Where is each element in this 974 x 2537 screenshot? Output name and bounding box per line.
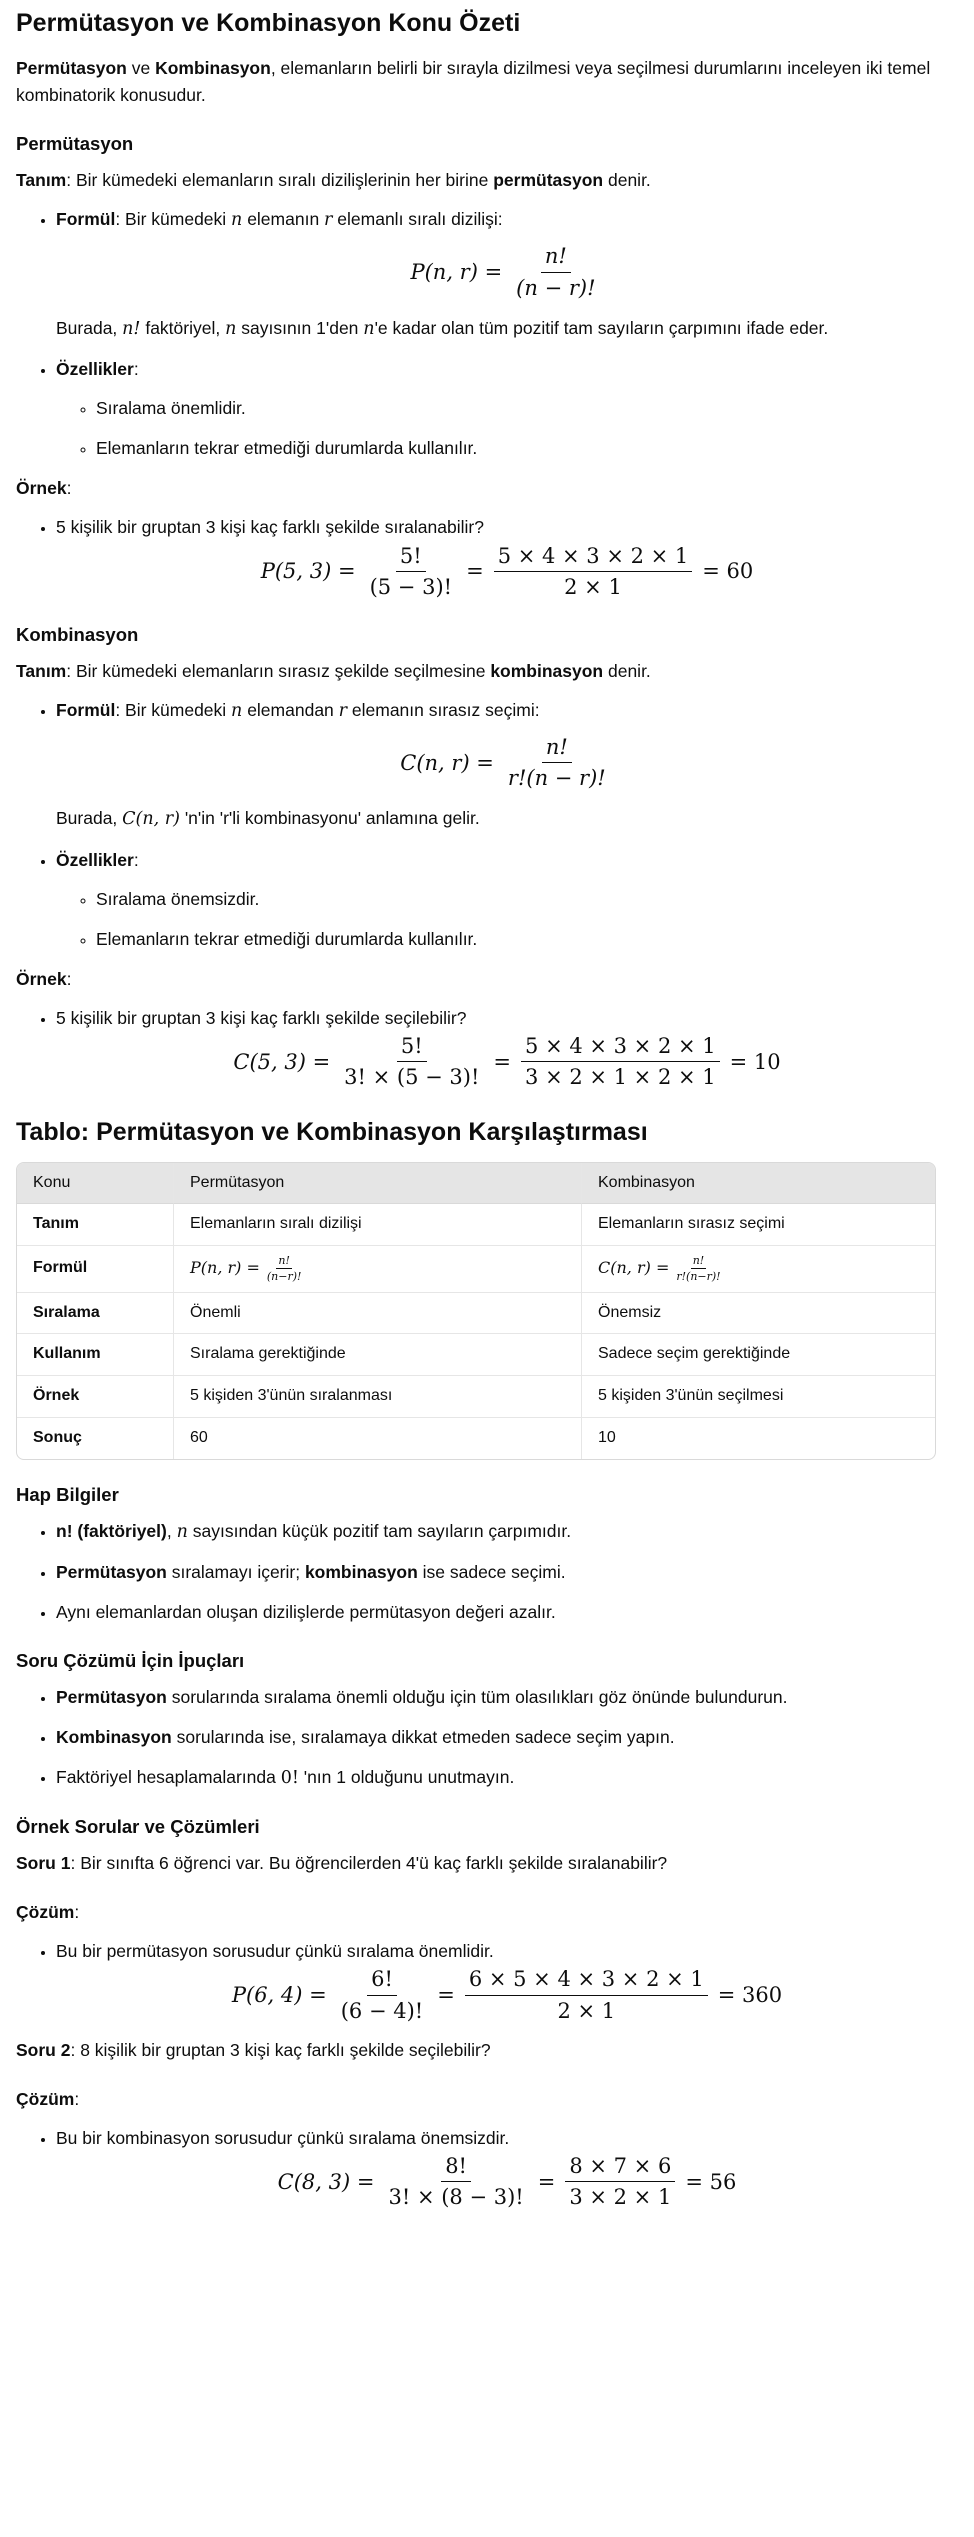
table-cell: 60 — [173, 1417, 581, 1459]
perm-heading: Permütasyon — [16, 133, 134, 155]
tip-text: ise sadece seçimi. — [417, 1561, 566, 1582]
hints-heading: Soru Çözümü İçin İpuçları — [16, 1649, 245, 1671]
table-cell: Elemanların sırasız seçimi — [581, 1204, 935, 1245]
table-row — [17, 1245, 935, 1291]
perm-def-term: permütasyon — [493, 170, 604, 191]
komb-example-list — [16, 1005, 958, 1091]
solution-2-item — [56, 2125, 958, 2211]
math-var: r — [338, 700, 348, 721]
list-item — [56, 1764, 958, 1792]
colon: : — [133, 358, 139, 379]
fraction-numerator: 5! — [396, 544, 426, 572]
math-var: n — [231, 210, 243, 231]
example-question: 5 kişilik bir gruptan 3 kişi kaç farklı şekilde sıralanabilir? — [56, 517, 484, 538]
math-expr: 0! — [280, 1768, 299, 1789]
question-label: Soru 2 — [16, 2039, 71, 2060]
komb-heading: Kombinasyon — [16, 623, 139, 645]
fraction-numerator: 8 × 7 × 6 — [565, 2154, 675, 2182]
formula-result: = 360 — [717, 1983, 783, 2008]
komb-def-text: : Bir kümedeki elemanların sırasız şekilde seçilmesine — [66, 660, 491, 681]
question-2 — [16, 2037, 958, 2064]
column-header: Konu — [17, 1163, 173, 1205]
solution-2-formula — [56, 2154, 958, 2210]
hint-text: Faktöriyel hesaplamalarında — [56, 1767, 281, 1788]
formula-lhs: C(8, 3) = — [277, 2170, 375, 2195]
formula-lhs: C(n, r) = — [598, 1258, 670, 1278]
solution-1-label — [16, 1899, 958, 1926]
math-expr: C(n, r) — [122, 809, 180, 830]
question-label: Soru 1 — [16, 1853, 71, 1874]
table-row — [17, 1333, 935, 1375]
perm-formula-text: : Bir kümedeki — [115, 209, 232, 230]
fraction — [340, 1034, 483, 1090]
fraction-numerator: 6! — [367, 1967, 397, 1995]
perm-formula-text: elemanlı sıralı dizilişi: — [332, 209, 503, 230]
list-item: • Aynı elemanlardan oluşan dizilişlerde permütasyon değeri azalır. — [56, 1599, 958, 1626]
komb-formula-display — [56, 735, 958, 791]
fraction-denominator: 3! × (8 − 3)! — [388, 2185, 524, 2210]
column-header: Permütasyon — [173, 1163, 581, 1205]
formula-result: = 60 — [702, 559, 754, 584]
formula-lhs: P(n, r) = — [410, 260, 503, 285]
hint-text: sorularında ise, sıralamaya dikkat etmeden sadece seçim yapın. — [171, 1726, 675, 1747]
equals-sign: = — [493, 1050, 512, 1075]
question-text: : 8 kişilik bir gruptan 3 kişi kaç farklı şekilde seçilebilir? — [70, 2039, 491, 2060]
table-cell: Örnek — [17, 1375, 173, 1417]
table-cell: 10 — [581, 1417, 935, 1459]
questions-heading: Örnek Sorular ve Çözümleri — [16, 1816, 260, 1838]
table-cell-formula — [173, 1245, 581, 1291]
perm-formula-text: elemanın — [242, 209, 325, 230]
tip-term: Permütasyon — [56, 1561, 167, 1582]
solution-2-list — [16, 2125, 958, 2211]
table-cell: Kullanım — [17, 1333, 173, 1375]
fraction-denominator: 3 × 2 × 1 — [569, 2185, 672, 2210]
komb-formula-text: elemanın sırasız seçimi: — [347, 699, 540, 720]
fraction-denominator: (6 − 4)! — [340, 1998, 424, 2023]
solution-label: Çözüm — [16, 1902, 75, 1923]
fraction — [337, 1967, 428, 2023]
fraction-numerator: 6 × 5 × 4 × 3 × 2 × 1 — [465, 1967, 708, 1995]
fraction-numerator: 5! — [397, 1034, 427, 1062]
perm-formula-label: Formül — [56, 209, 116, 230]
table-cell: Sadece seçim gerektiğinde — [581, 1333, 935, 1375]
komb-props-label: Özellikler — [56, 849, 134, 870]
hint-term: Permütasyon — [56, 1686, 167, 1707]
table-header-row — [17, 1163, 935, 1205]
perm-def-label: Tanım — [16, 170, 67, 191]
solution-2-label — [16, 2086, 958, 2113]
table-row — [17, 1417, 935, 1459]
fraction-denominator: 3 × 2 × 1 × 2 × 1 — [525, 1065, 716, 1090]
fraction — [565, 2154, 675, 2210]
komb-example-label — [16, 966, 958, 993]
hint-term: Kombinasyon — [56, 1726, 172, 1747]
fraction-numerator: n! — [541, 244, 571, 272]
table-row — [17, 1204, 935, 1245]
fraction-numerator: 8! — [441, 2154, 471, 2182]
intro-paragraph — [16, 55, 958, 109]
fraction-denominator: (5 − 3)! — [369, 574, 453, 599]
solution-text: Bu bir permütasyon sorusudur çünkü sıralama önemlidir. — [56, 1941, 494, 1962]
tip-text: , — [166, 1520, 177, 1541]
math-var: n — [231, 700, 243, 721]
fraction-denominator: r!(n − r)! — [507, 766, 606, 791]
komb-example-item — [56, 1005, 958, 1091]
fraction — [384, 2154, 527, 2210]
fraction — [521, 1034, 720, 1090]
equals-sign: = — [537, 2170, 556, 2195]
fraction-numerator: 5 × 4 × 3 × 2 × 1 — [521, 1034, 720, 1062]
komb-def-end: denir. — [603, 660, 651, 681]
solution-1-item — [56, 1938, 958, 2024]
hint-text: 'nın 1 olduğunu unutmayın. — [298, 1767, 515, 1788]
komb-def-term: kombinasyon — [490, 660, 604, 681]
note-text: 'e kadar olan tüm pozitif tam sayıların çarpımını ifade eder. — [374, 317, 829, 338]
fraction-numerator: n! — [542, 735, 572, 763]
fraction — [265, 1254, 304, 1283]
fraction-denominator: (n − r)! — [516, 275, 596, 300]
komb-definition — [16, 658, 958, 685]
table-cell: Elemanların sıralı dizilişi — [173, 1204, 581, 1245]
note-text: faktöriyel, — [140, 317, 226, 338]
tips-list — [16, 1518, 958, 1626]
komb-formula-text: elemandan — [242, 699, 339, 720]
table-heading: Tablo: Permütasyon ve Kombinasyon Karşılaştırması — [16, 1117, 648, 1146]
perm-formula-item — [56, 206, 958, 343]
solution-text: Bu bir kombinasyon sorusudur çünkü sıralama önemsizdir. — [56, 2128, 510, 2149]
fraction-denominator: (n−r)! — [266, 1270, 302, 1284]
perm-example-item — [56, 514, 958, 600]
list-item — [56, 1518, 958, 1546]
formula-lhs: P(5, 3) = — [260, 559, 356, 584]
komb-example-formula — [56, 1034, 958, 1090]
intro-text: ve — [126, 58, 156, 78]
perm-list — [16, 206, 958, 462]
komb-props-item — [56, 847, 958, 953]
perm-example-list — [16, 514, 958, 600]
komb-def-label: Tanım — [16, 660, 67, 681]
tip-text: sıralamayı içerir; — [166, 1561, 305, 1582]
note-text: sayısının 1'den — [236, 317, 364, 338]
table-cell: Formül — [17, 1245, 173, 1291]
note-text: 'n'in 'r'li kombinasyonu' anlamına gelir. — [179, 808, 480, 829]
equals-sign: = — [437, 1983, 455, 2008]
math-var: n — [225, 318, 237, 339]
table-cell: Sonuç — [17, 1417, 173, 1459]
table-cell-formula — [581, 1245, 935, 1291]
perm-def-text: : Bir kümedeki elemanların sıralı dizilişlerinin her birine — [66, 170, 494, 191]
fraction-denominator: 2 × 1 — [564, 574, 622, 599]
komb-formula-label: Formül — [56, 699, 116, 720]
tip-term: kombinasyon — [304, 1561, 418, 1582]
tips-heading: Hap Bilgiler — [16, 1483, 119, 1505]
note-text: Burada, — [56, 808, 123, 829]
example-question: 5 kişilik bir gruptan 3 kişi kaç farklı şekilde seçilebilir? — [56, 1008, 467, 1029]
komb-formula-text: : Bir kümedeki — [115, 699, 232, 720]
fraction — [366, 544, 457, 600]
math-var: n — [363, 318, 375, 339]
fraction-denominator: 2 × 1 — [557, 1998, 616, 2023]
math-var: r — [324, 210, 333, 231]
komb-formula-item — [56, 697, 958, 834]
table-cell: Sıralama gerektiğinde — [173, 1333, 581, 1375]
fraction-numerator: n! — [691, 1254, 707, 1269]
example-label: Örnek — [16, 478, 67, 499]
table-cell: Tanım — [33, 1215, 79, 1233]
math-var: n — [176, 1521, 188, 1542]
komb-props-list — [56, 886, 958, 953]
fraction — [494, 544, 693, 600]
tip-term: n! (faktöriyel) — [56, 1520, 167, 1541]
perm-props-list — [56, 395, 958, 462]
perm-formula-note — [56, 315, 958, 343]
perm-example-label — [16, 475, 958, 502]
formula-lhs: P(6, 4) = — [231, 1983, 327, 2008]
table-cell: Sıralama — [17, 1292, 173, 1334]
solution-label: Çözüm — [16, 2088, 75, 2109]
comparison-table — [16, 1162, 936, 1460]
fraction-denominator: 3! × (5 − 3)! — [344, 1065, 480, 1090]
hint-text: sorularında sıralama önemli olduğu için tüm olasılıkları göz önünde bulundurun. — [166, 1686, 788, 1707]
perm-formula-display — [56, 244, 958, 300]
equals-sign: = — [466, 559, 484, 584]
list-item: ◦ Sıralama önemlidir. — [96, 395, 958, 422]
table-row — [17, 1375, 935, 1417]
list-item: ◦ Elemanların tekrar etmediği durumlarda kullanılır. — [96, 435, 958, 462]
komb-list — [16, 697, 958, 953]
perm-example-formula — [56, 544, 958, 600]
column-header: Kombinasyon — [581, 1163, 935, 1205]
table-cell: 5 kişiden 3'ünün sıralanması — [173, 1375, 581, 1417]
math-expr: n! — [122, 318, 141, 339]
fraction-numerator: 5 × 4 × 3 × 2 × 1 — [494, 544, 693, 572]
intro-text: , elemanların belirli bir sırayla dizilmesi veya seçilmesi durumlarını inceleyen iki temel kombinatorik konusudur. — [16, 58, 931, 106]
solution-1-formula — [56, 1967, 958, 2023]
perm-props-item — [56, 356, 958, 462]
colon: : — [66, 478, 72, 499]
list-item: ◦ Sıralama önemsizdir. — [96, 886, 958, 913]
page-title: Permütasyon ve Kombinasyon Konu Özeti — [16, 9, 521, 37]
list-item — [56, 1559, 958, 1586]
table-cell: Önemsiz — [581, 1292, 935, 1334]
question-1 — [16, 1850, 958, 1877]
question-text: : Bir sınıfta 6 öğrenci var. Bu öğrencilerden 4'ü kaç farklı şekilde sıralanabilir? — [70, 1853, 668, 1874]
perm-def-end: denir. — [603, 170, 651, 191]
table-cell: 5 kişiden 3'ünün seçilmesi — [581, 1375, 935, 1417]
formula-result: = 56 — [685, 2170, 737, 2195]
table-cell: Önemli — [173, 1292, 581, 1334]
hints-list — [16, 1684, 958, 1792]
fraction-numerator: n! — [276, 1254, 292, 1269]
intro-term-perm: Permütasyon — [16, 58, 127, 78]
example-label: Örnek — [16, 968, 67, 989]
formula-result: = 10 — [729, 1050, 781, 1075]
intro-term-komb: Kombinasyon — [155, 58, 271, 78]
colon: : — [133, 849, 139, 870]
table-row — [17, 1292, 935, 1334]
fraction-denominator: r!(n−r)! — [676, 1270, 721, 1284]
list-item — [56, 1724, 958, 1751]
note-text: Burada, — [56, 317, 123, 338]
colon: : — [74, 1902, 80, 1923]
list-item — [56, 1684, 958, 1711]
perm-props-label: Özellikler — [56, 358, 134, 379]
komb-formula-note — [56, 805, 958, 833]
perm-definition — [16, 167, 958, 194]
formula-lhs: C(n, r) = — [400, 750, 494, 775]
formula-lhs: C(5, 3) = — [233, 1050, 331, 1075]
tip-text: sayısından küçük pozitif tam sayıların çarpımıdır. — [187, 1520, 572, 1541]
fraction — [465, 1967, 708, 2023]
fraction — [674, 1254, 722, 1283]
formula-lhs: P(n, r) = — [190, 1258, 260, 1278]
fraction — [504, 735, 610, 791]
solution-1-list — [16, 1938, 958, 2024]
fraction — [512, 244, 599, 300]
colon: : — [74, 2088, 80, 2109]
colon: : — [66, 968, 72, 989]
list-item: ◦ Elemanların tekrar etmediği durumlarda kullanılır. — [96, 926, 958, 953]
